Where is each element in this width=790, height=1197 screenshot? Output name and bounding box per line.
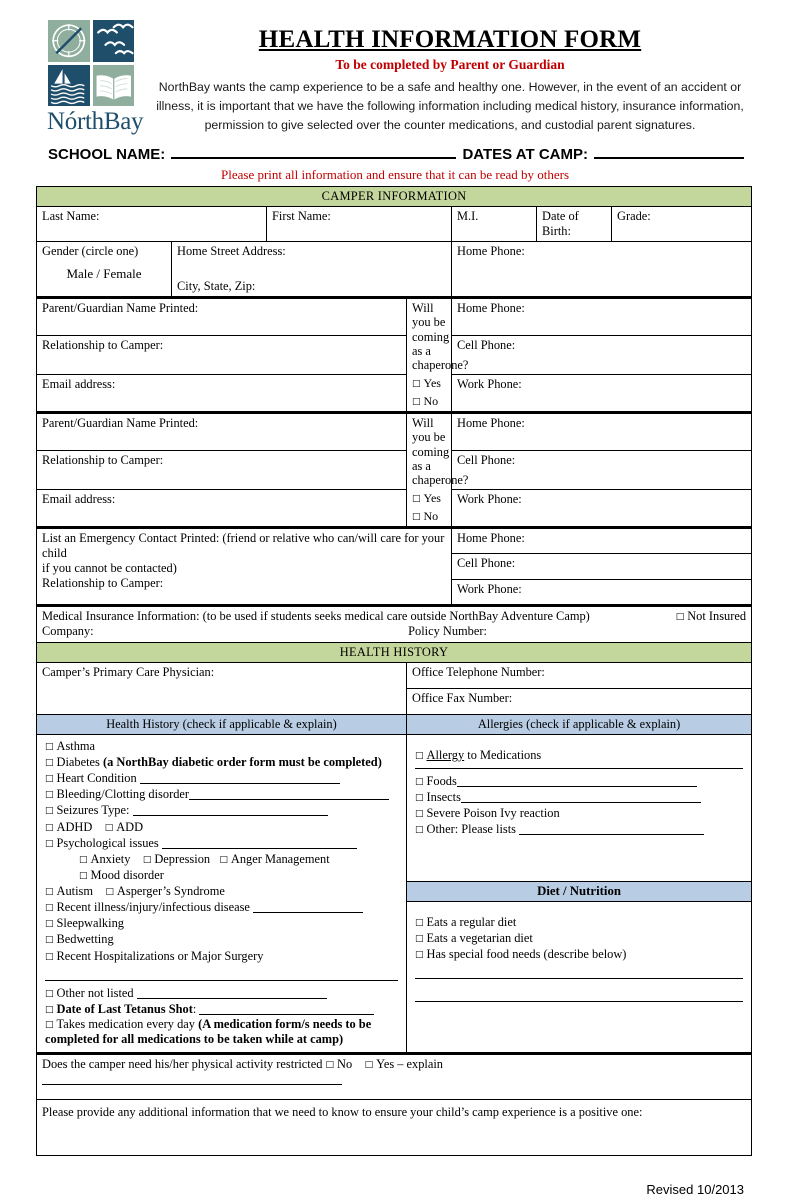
emergency-line-1: List an Emergency Contact Printed: (friend or relative who can/will care for your child (42, 530, 445, 560)
item-label: Heart Condition (56, 771, 140, 786)
checkbox-icon[interactable]: □ (325, 1059, 335, 1070)
guardian-1-cell-phone[interactable]: Cell Phone: (452, 336, 752, 374)
checkbox-icon[interactable]: □ (412, 379, 421, 390)
item-bold-note: (A medication form/s needs to be completed for all medications to be taken while at camp) (45, 1016, 372, 1047)
checkbox-icon[interactable]: □ (412, 494, 421, 505)
checklist-item[interactable] (415, 821, 745, 837)
first-name-field[interactable]: First Name: (267, 207, 452, 242)
emergency-line-2: if you cannot be contacted) (42, 560, 177, 575)
write-in-line[interactable] (137, 987, 327, 999)
emergency-work-phone[interactable]: Work Phone: (452, 579, 752, 605)
checkbox-icon[interactable]: □ (45, 919, 54, 930)
write-in-line[interactable] (457, 775, 697, 787)
item-label: Severe Poison Ivy reaction (426, 806, 560, 821)
form-table (36, 186, 752, 1156)
checkbox-icon[interactable]: □ (415, 825, 424, 836)
item-label: Depression (154, 851, 211, 866)
revised-footer: Revised 10/2013 (646, 1181, 744, 1197)
northbay-logo (48, 20, 144, 134)
checkbox-icon[interactable]: □ (45, 1019, 54, 1030)
checkbox-icon[interactable]: □ (219, 854, 228, 865)
checklist-item[interactable] (45, 770, 400, 786)
restriction-explain-input[interactable] (42, 1073, 342, 1085)
guardian-2-cell-phone[interactable]: Cell Phone: (452, 451, 752, 489)
checklist-item[interactable] (45, 985, 400, 1001)
checkbox-icon[interactable]: □ (45, 838, 54, 849)
item-label: Foods (426, 774, 457, 789)
guardian-1-chaperone-block[interactable] (407, 298, 469, 413)
checklist-item[interactable] (45, 867, 400, 883)
write-in-line[interactable] (519, 823, 704, 835)
guardian-1-email-row (37, 374, 752, 412)
emergency-line-3[interactable]: Relationship to Camper: (42, 575, 164, 590)
additional-info-field[interactable] (37, 1099, 752, 1155)
guardian-2-chaperone-yes[interactable]: □ Yes (412, 491, 441, 506)
guardian-1-email[interactable]: Email address: (37, 374, 407, 412)
additional-info-prompt: Please provide any additional information that we need to know to ensure your child’s camp experience is a positive one: (42, 1104, 643, 1119)
checkbox-icon[interactable]: □ (415, 809, 424, 820)
diet-checklist[interactable] (407, 902, 751, 1010)
guardian-2-email[interactable]: Email address: (37, 489, 407, 527)
checkbox-icon[interactable]: □ (105, 887, 114, 898)
guardian-2-name-printed[interactable]: Parent/Guardian Name Printed: (37, 413, 407, 451)
home-address-field[interactable] (172, 242, 452, 298)
school-name-input[interactable] (171, 145, 456, 159)
health-history-blank-rule[interactable] (45, 980, 398, 981)
restriction-row (37, 1053, 752, 1099)
checklist-item[interactable] (415, 930, 745, 946)
diet-blank-rule-1[interactable] (415, 978, 743, 979)
item-label: Recent illness/injury/infectious disease (56, 900, 253, 915)
checkbox-icon[interactable]: □ (45, 951, 54, 962)
item-label: Bleeding/Clotting disorder (56, 787, 190, 802)
checklist-item[interactable] (45, 835, 400, 851)
checkbox-icon[interactable]: □ (45, 935, 54, 946)
restriction-yes-option[interactable]: □ Yes – explain (364, 1056, 443, 1071)
guardian-1-relationship[interactable]: Relationship to Camper: (37, 336, 407, 374)
guardian-1-name-printed[interactable]: Parent/Guardian Name Printed: (37, 298, 407, 336)
emergency-cell-phone[interactable]: Cell Phone: (452, 553, 752, 579)
checklist-item[interactable] (45, 899, 400, 915)
guardian-2-work-phone[interactable]: Work Phone: (452, 489, 752, 527)
item-suffix: : (192, 1001, 200, 1016)
last-name-field[interactable]: Last Name: (37, 207, 267, 242)
activity-restriction-field[interactable] (37, 1053, 752, 1099)
logo-wordmark: NórthBay (47, 108, 144, 135)
guardian-2-email-row (37, 489, 752, 527)
emergency-contact-field[interactable] (37, 527, 452, 605)
checklist-item[interactable] (415, 773, 745, 789)
checkbox-icon[interactable]: □ (415, 777, 424, 788)
blank-rule[interactable] (415, 768, 743, 769)
checklist-item[interactable] (415, 946, 745, 962)
gender-label: Gender (circle one) (42, 244, 139, 259)
checkbox-icon[interactable]: □ (45, 790, 54, 801)
checklist-item[interactable] (45, 802, 400, 818)
checkbox-icon[interactable]: □ (45, 887, 54, 898)
guardian-2-chaperone-block[interactable] (407, 413, 469, 528)
dates-at-camp-input[interactable] (594, 145, 744, 159)
item-label: Eats a vegetarian diet (426, 931, 533, 946)
school-name-row (0, 139, 790, 163)
item-label: Anger Management (230, 851, 330, 866)
guardian-1-work-phone[interactable]: Work Phone: (452, 374, 752, 412)
checklist-item[interactable] (45, 851, 400, 867)
checkbox-icon[interactable]: □ (45, 741, 54, 752)
checklist-item[interactable] (415, 805, 745, 821)
checklist-item[interactable] (415, 789, 745, 805)
page-title: HEALTH INFORMATION FORM (258, 26, 642, 53)
diet-nutrition-band: Diet / Nutrition (407, 881, 751, 902)
item-label: Has special food needs (describe below) (426, 947, 627, 962)
guardian-1-relationship-row (37, 336, 752, 374)
write-in-line[interactable] (253, 901, 363, 913)
guardian-1-name-row (37, 298, 752, 336)
allergies-column-header: Allergies (check if applicable & explain) (407, 714, 752, 734)
camper-name-row (37, 207, 752, 242)
checklist-item[interactable] (45, 883, 400, 899)
item-label: Insects (426, 790, 461, 805)
office-fax-field[interactable]: Office Fax Number: (407, 688, 752, 714)
checkbox-icon[interactable]: □ (79, 870, 88, 881)
emergency-row-1 (37, 527, 752, 553)
checklist-item[interactable] (45, 1001, 400, 1017)
intro-paragraph: NorthBay wants the camp experience to be a safe and healthy one. However, in the event of an accident or illness, it is important that we have the following information including medical history, insurance information, permission to give selected over the counter medications, and custodial parent signatures. (156, 80, 744, 133)
restriction-question: Does the camper need his/her physical activity restricted (42, 1056, 323, 1071)
guardian-2-home-phone[interactable]: Home Phone: (452, 413, 752, 451)
allergies-and-diet-cell (407, 734, 752, 1053)
insurance-row (37, 605, 752, 642)
allergy-items[interactable] (415, 747, 745, 838)
item-label: Asthma (56, 738, 96, 753)
item-label: Autism (56, 884, 94, 899)
item-label: Bedwetting (56, 932, 114, 947)
checkbox-icon[interactable]: □ (415, 934, 424, 945)
item-label: Diabetes (56, 755, 103, 770)
item-label: Sleepwalking (56, 916, 124, 931)
guardian-1-chaperone-no[interactable]: □ No (412, 394, 439, 409)
camper-information-band: CAMPER INFORMATION (37, 187, 752, 207)
checkbox-icon[interactable]: □ (412, 397, 421, 408)
school-name-label: SCHOOL NAME: (48, 146, 166, 164)
checklist-item[interactable] (415, 914, 745, 930)
write-in-line[interactable] (162, 837, 357, 849)
item-label: Other: Please lists (426, 822, 520, 837)
checklist-item[interactable] (45, 915, 400, 931)
item-label: Psychological issues (56, 835, 162, 850)
restriction-no-option[interactable]: □ No (325, 1056, 353, 1071)
grade-field[interactable]: Grade: (612, 207, 752, 242)
checklist-row (37, 734, 752, 1053)
checkbox-icon[interactable]: □ (415, 750, 424, 761)
health-history-items[interactable] (45, 738, 400, 964)
date-of-birth-field[interactable]: Date of Birth: (537, 207, 612, 242)
header-text-block (144, 20, 750, 135)
dates-at-camp-label: DATES AT CAMP: (462, 146, 588, 164)
birds-icon (93, 20, 135, 62)
health-history-band: HEALTH HISTORY (37, 642, 752, 662)
checkbox-icon[interactable]: □ (415, 793, 424, 804)
write-in-line[interactable] (189, 788, 389, 800)
form-table-wrapper (0, 186, 790, 1156)
checklist-header-row (37, 714, 752, 734)
guardian-2-relationship[interactable]: Relationship to Camper: (37, 451, 407, 489)
not-insured-checkbox[interactable]: □ Not Insured (675, 608, 747, 623)
checklist-item[interactable] (45, 786, 400, 802)
checkbox-icon[interactable]: □ (45, 758, 54, 769)
health-history-tail-items[interactable] (45, 985, 400, 1048)
guardian-2-chaperone-no[interactable]: □ No (412, 509, 439, 524)
guardian-1-chaperone-yes[interactable]: □ Yes (412, 376, 441, 391)
item-label: Anxiety (90, 851, 131, 866)
diet-blank-rule-2[interactable] (415, 1001, 743, 1002)
guardian-2-name-row (37, 413, 752, 451)
insurance-policy-number[interactable]: Policy Number: (408, 623, 487, 638)
guardian-1-chaperone-question: Will you be coming as a chaperone? (412, 301, 469, 373)
primary-care-physician-field[interactable]: Camper’s Primary Care Physician: (37, 662, 407, 714)
item-label: ADHD (56, 819, 93, 834)
item-label: to Medications (464, 747, 542, 762)
checklist-item[interactable] (45, 819, 400, 835)
item-label: Other not listed (56, 985, 137, 1000)
checkbox-icon[interactable]: □ (675, 611, 685, 622)
additional-info-row (37, 1099, 752, 1155)
checkbox-icon[interactable]: □ (79, 854, 88, 865)
form-subtitle: To be completed by Parent or Guardian (335, 57, 565, 72)
item-label: Mood disorder (90, 867, 164, 882)
checkbox-icon[interactable]: □ (142, 854, 152, 865)
checkbox-icon[interactable]: □ (45, 988, 54, 999)
diet-items[interactable] (415, 914, 745, 962)
guardian-2-chaperone-question: Will you be coming as a chaperone? (412, 416, 469, 488)
insurance-detail-row (42, 624, 746, 639)
office-telephone-field[interactable]: Office Telephone Number: (407, 662, 752, 688)
health-history-column-header: Health History (check if applicable & explain) (37, 714, 407, 734)
physician-row-1 (37, 662, 752, 688)
compass-icon (48, 20, 90, 62)
write-in-line[interactable] (140, 772, 340, 784)
checkbox-icon[interactable]: □ (364, 1059, 374, 1070)
checklist-item[interactable] (45, 931, 400, 947)
guardian-2-relationship-row (37, 451, 752, 489)
insurance-heading: Medical Insurance Information: (to be used if students seeks medical care outside NorthBay Adventure Camp) (42, 608, 590, 623)
checkbox-icon[interactable]: □ (45, 822, 54, 833)
checkbox-icon[interactable]: □ (45, 1004, 54, 1015)
write-in-line[interactable] (461, 791, 701, 803)
checkbox-icon[interactable]: □ (45, 903, 54, 914)
item-label: Seizures Type: (56, 803, 133, 818)
health-history-checklist[interactable] (37, 734, 407, 1053)
item-label: Takes medication every day (56, 1016, 199, 1031)
item-label: Date of Last Tetanus Shot (56, 1001, 193, 1016)
checklist-item[interactable] (45, 754, 400, 770)
insurance-company[interactable]: Company: (42, 623, 94, 638)
checkbox-icon[interactable]: □ (412, 512, 421, 523)
logo-tile-grid (48, 20, 134, 106)
gender-field[interactable] (37, 242, 172, 298)
camper-band-row (37, 187, 752, 207)
checkbox-icon[interactable]: □ (415, 950, 424, 961)
insurance-heading-row (42, 609, 746, 624)
checkbox-icon[interactable]: □ (104, 822, 114, 833)
middle-initial-field[interactable]: M.I. (452, 207, 537, 242)
camper-address-row (37, 242, 752, 298)
item-label: Eats a regular diet (426, 914, 517, 929)
sailboat-icon (48, 65, 90, 107)
city-state-zip-label: City, State, Zip: (177, 279, 256, 294)
checkbox-icon[interactable]: □ (45, 774, 54, 785)
checkbox-icon[interactable]: □ (45, 806, 54, 817)
open-book-icon (93, 65, 135, 107)
camper-home-phone-field[interactable]: Home Phone: (452, 242, 752, 298)
item-label: Recent Hospitalizations or Major Surgery (56, 948, 264, 963)
health-history-band-row (37, 642, 752, 662)
write-in-line[interactable] (199, 1003, 374, 1015)
item-emphasis: Allergy (426, 747, 465, 762)
checklist-item[interactable] (45, 738, 400, 754)
item-bold-note: (a NorthBay diabetic order form must be completed) (102, 755, 382, 770)
emergency-home-phone[interactable]: Home Phone: (452, 527, 752, 553)
item-label: ADD (116, 819, 144, 834)
gender-options[interactable]: Male / Female (66, 266, 142, 282)
checklist-item[interactable] (45, 948, 400, 964)
insurance-block[interactable] (37, 605, 752, 642)
guardian-1-home-phone[interactable]: Home Phone: (452, 298, 752, 336)
please-print-note: Please print all information and ensure that it can be read by others (221, 167, 569, 183)
checklist-item[interactable] (415, 747, 745, 763)
checkbox-icon[interactable]: □ (415, 917, 424, 928)
allergies-checklist[interactable] (407, 735, 751, 881)
home-street-address-label: Home Street Address: (177, 244, 286, 259)
form-header (0, 0, 790, 135)
write-in-line[interactable] (133, 804, 328, 816)
item-label: Asperger’s Syndrome (116, 884, 225, 899)
